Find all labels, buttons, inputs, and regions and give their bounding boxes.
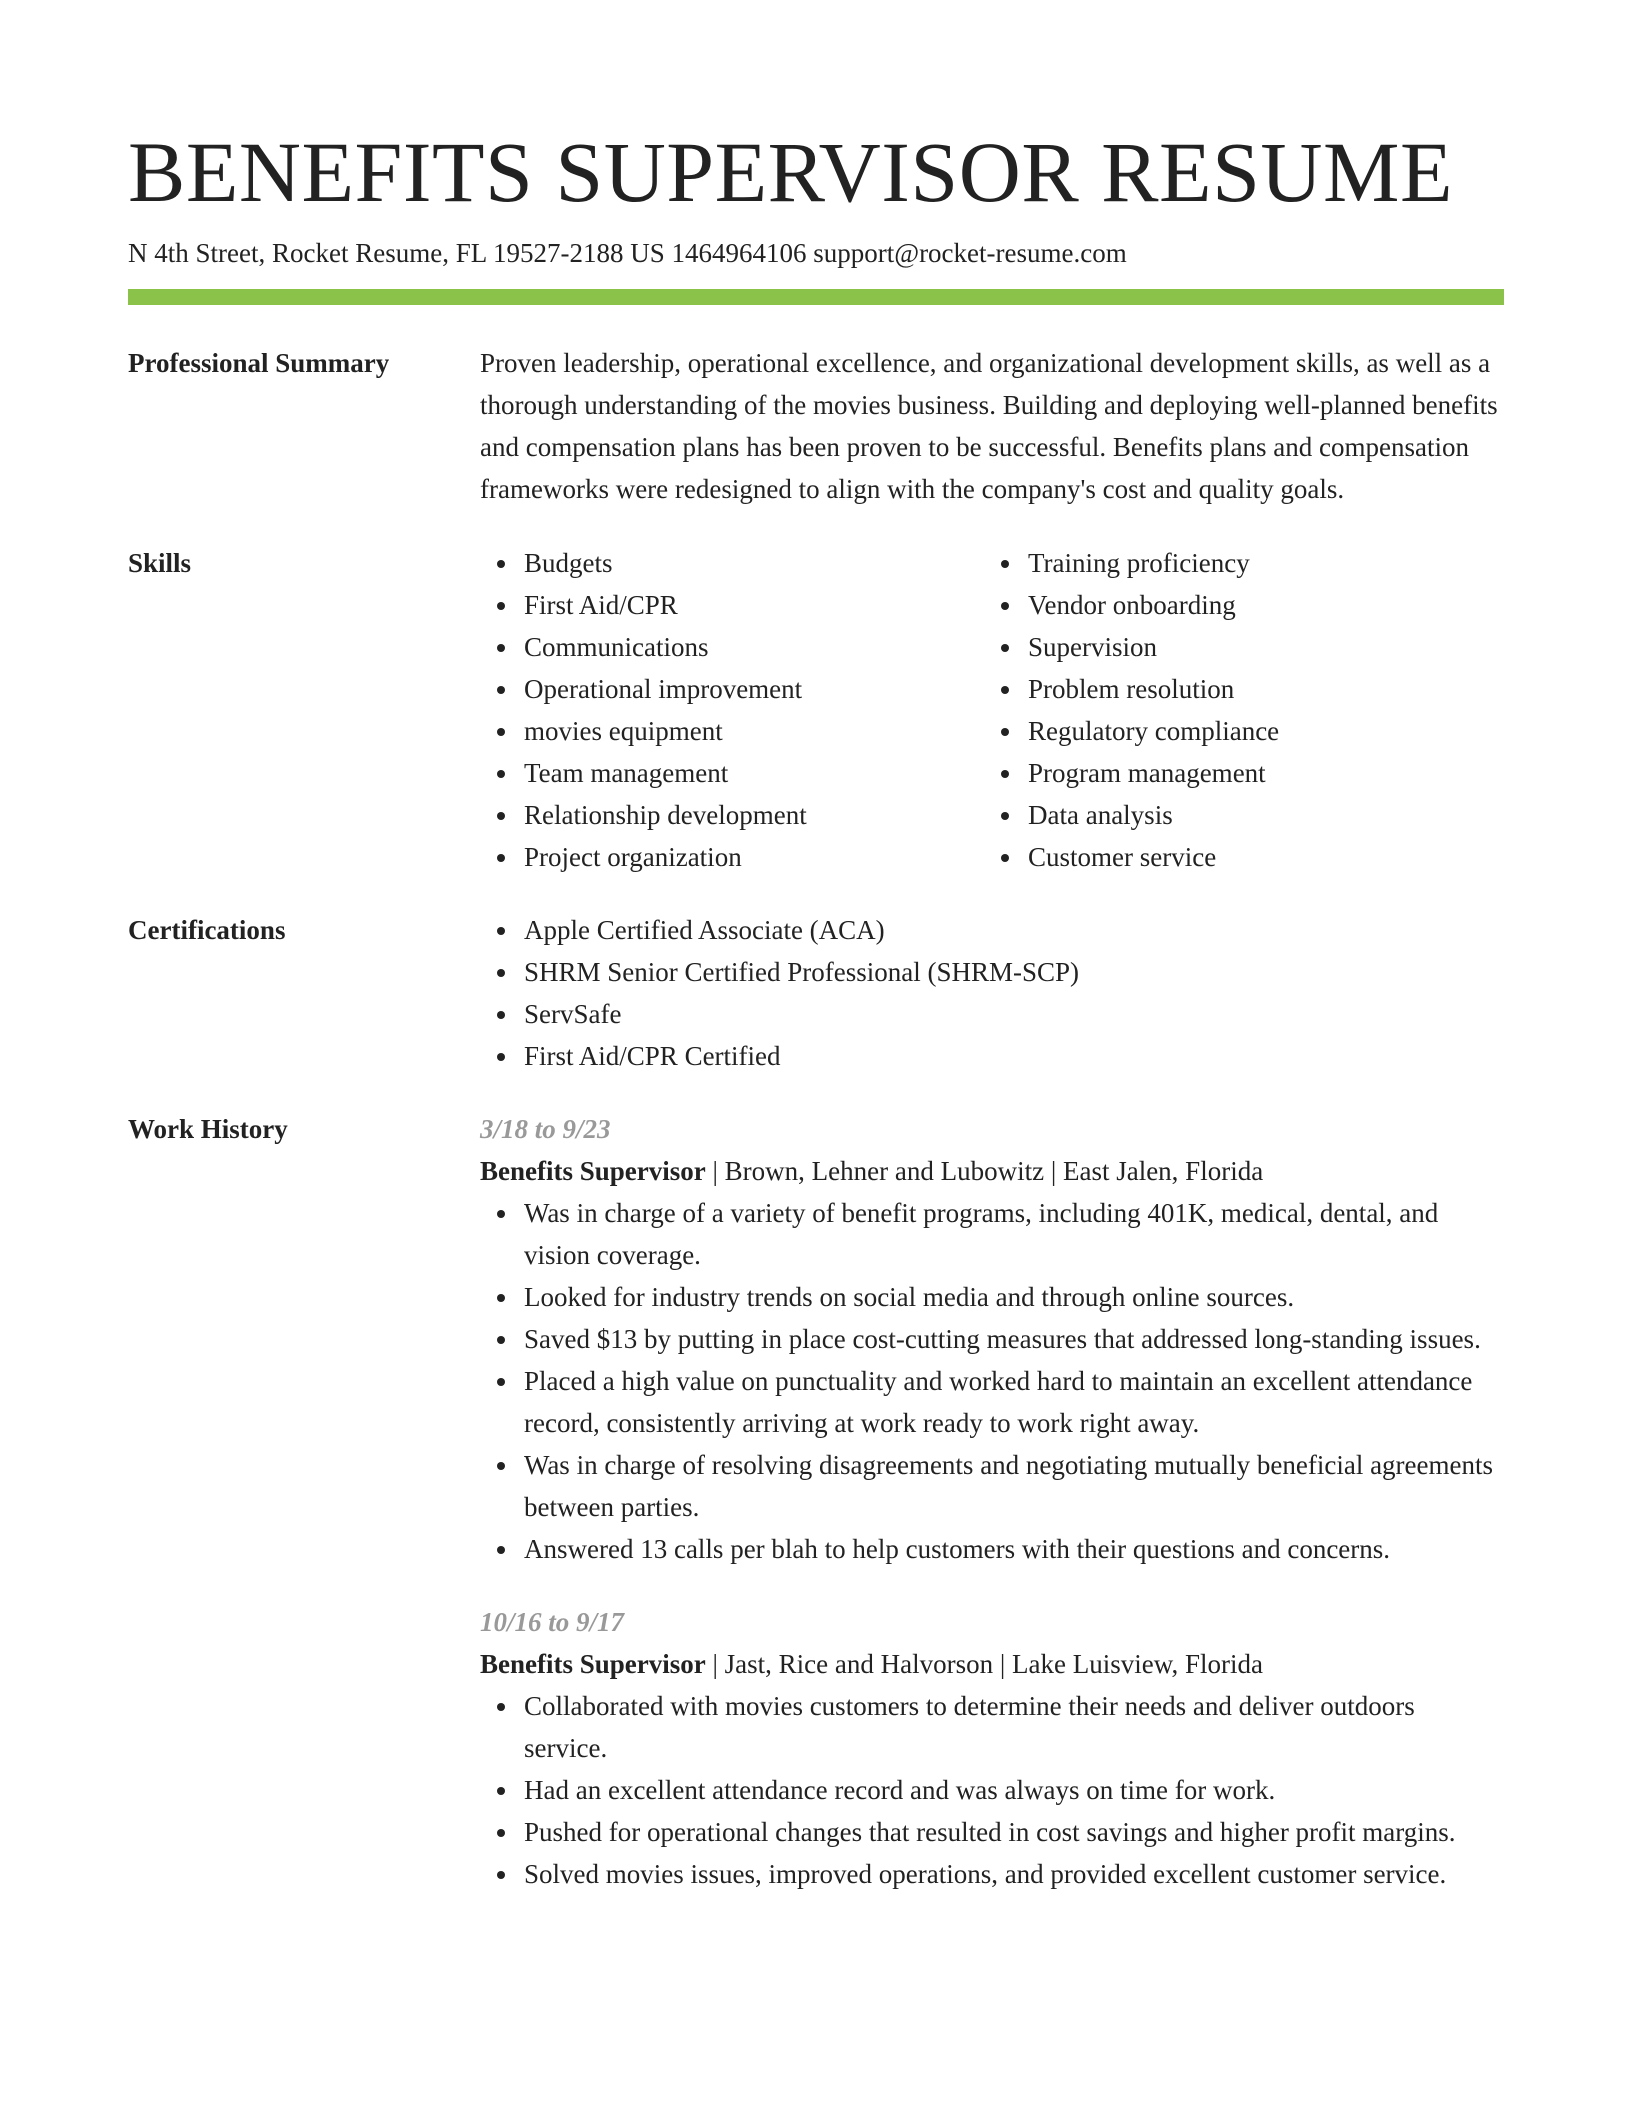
skill-item: Operational improvement <box>524 668 984 710</box>
skill-item: Vendor onboarding <box>1028 584 1488 626</box>
resume-title: BENEFITS SUPERVISOR RESUME <box>128 124 1454 220</box>
job-duty-item: Had an excellent attendance record and was always on time for work. <box>524 1769 1504 1811</box>
work-history-label: Work History <box>128 1114 288 1144</box>
skill-item: Training proficiency <box>1028 542 1488 584</box>
certification-item: Apple Certified Associate (ACA) <box>524 909 1504 951</box>
skills-body <box>480 542 1504 878</box>
job-heading <box>480 1150 1504 1192</box>
job-duty-item: Placed a high value on punctuality and worked hard to maintain an excellent attendance record, consistently arriving at work ready to work right away. <box>524 1360 1504 1444</box>
skill-item: Relationship development <box>524 794 984 836</box>
skill-item: Team management <box>524 752 984 794</box>
job-duty-item: Collaborated with movies customers to determine their needs and deliver outdoors service. <box>524 1685 1504 1769</box>
job-duty-item: Solved movies issues, improved operations, and provided excellent customer service. <box>524 1853 1504 1895</box>
job-title: Benefits Supervisor <box>480 1649 706 1679</box>
job-dates: 10/16 to 9/17 <box>480 1607 625 1637</box>
certifications-label: Certifications <box>128 915 286 945</box>
job-title: Benefits Supervisor <box>480 1156 706 1186</box>
skills-section <box>128 542 1504 878</box>
job-dates: 3/18 to 9/23 <box>480 1114 611 1144</box>
skills-column-1 <box>480 542 984 878</box>
certification-item: ServSafe <box>524 993 1504 1035</box>
job-duty-item: Answered 13 calls per blah to help customers with their questions and concerns. <box>524 1528 1504 1570</box>
job-heading <box>480 1643 1504 1685</box>
job-entry <box>480 1601 1504 1895</box>
certifications-body <box>480 909 1504 1077</box>
skill-item: Problem resolution <box>1028 668 1488 710</box>
skill-item: Data analysis <box>1028 794 1488 836</box>
job-duties-list <box>480 1192 1504 1570</box>
certification-item: First Aid/CPR Certified <box>524 1035 1504 1077</box>
skills-column-2 <box>984 542 1488 878</box>
job-employer-location: | Jast, Rice and Halvorson | Lake Luisview, Florida <box>705 1649 1263 1679</box>
skills-list-2 <box>984 542 1488 878</box>
skills-label: Skills <box>128 548 192 578</box>
certifications-list <box>480 909 1504 1077</box>
job-duty-item: Was in charge of a variety of benefit programs, including 401K, medical, dental, and vision coverage. <box>524 1192 1504 1276</box>
skill-item: Regulatory compliance <box>1028 710 1488 752</box>
work-history-section <box>128 1108 1504 1895</box>
job-duties-list <box>480 1685 1504 1895</box>
skill-item: Supervision <box>1028 626 1488 668</box>
summary-text: Proven leadership, operational excellence, and organizational development skills, as well as a thorough understanding of the movies business. Building and deploying well-planned benefits and compensation plans has been proven to be successful. Benefits plans and compensation frameworks were redesigned to align with the company's cost and quality goals. <box>480 348 1498 504</box>
skill-item: Project organization <box>524 836 984 878</box>
job-duty-item: Pushed for operational changes that resulted in cost savings and higher profit margins. <box>524 1811 1504 1853</box>
job-duty-item: Saved $13 by putting in place cost-cutting measures that addressed long-standing issues. <box>524 1318 1504 1360</box>
skill-item: Budgets <box>524 542 984 584</box>
accent-divider <box>128 289 1504 305</box>
work-history-body <box>480 1108 1504 1895</box>
job-duty-item: Looked for industry trends on social media and through online sources. <box>524 1276 1504 1318</box>
skill-item: Customer service <box>1028 836 1488 878</box>
resume-page <box>128 118 1504 1895</box>
skill-item: movies equipment <box>524 710 984 752</box>
skill-item: Program management <box>1028 752 1488 794</box>
skill-item: First Aid/CPR <box>524 584 984 626</box>
skills-list-1 <box>480 542 984 878</box>
job-entry <box>480 1108 1504 1570</box>
job-employer-location: | Brown, Lehner and Lubowitz | East Jalen, Florida <box>705 1156 1264 1186</box>
summary-label: Professional Summary <box>128 348 390 378</box>
summary-body <box>480 342 1504 510</box>
job-duty-item: Was in charge of resolving disagreements and negotiating mutually beneficial agreements between parties. <box>524 1444 1504 1528</box>
certifications-section <box>128 909 1504 1077</box>
certification-item: SHRM Senior Certified Professional (SHRM-SCP) <box>524 951 1504 993</box>
skill-item: Communications <box>524 626 984 668</box>
summary-section <box>128 342 1504 510</box>
contact-line: N 4th Street, Rocket Resume, FL 19527-2188 US 1464964106 support@rocket-resume.com <box>128 238 1127 268</box>
